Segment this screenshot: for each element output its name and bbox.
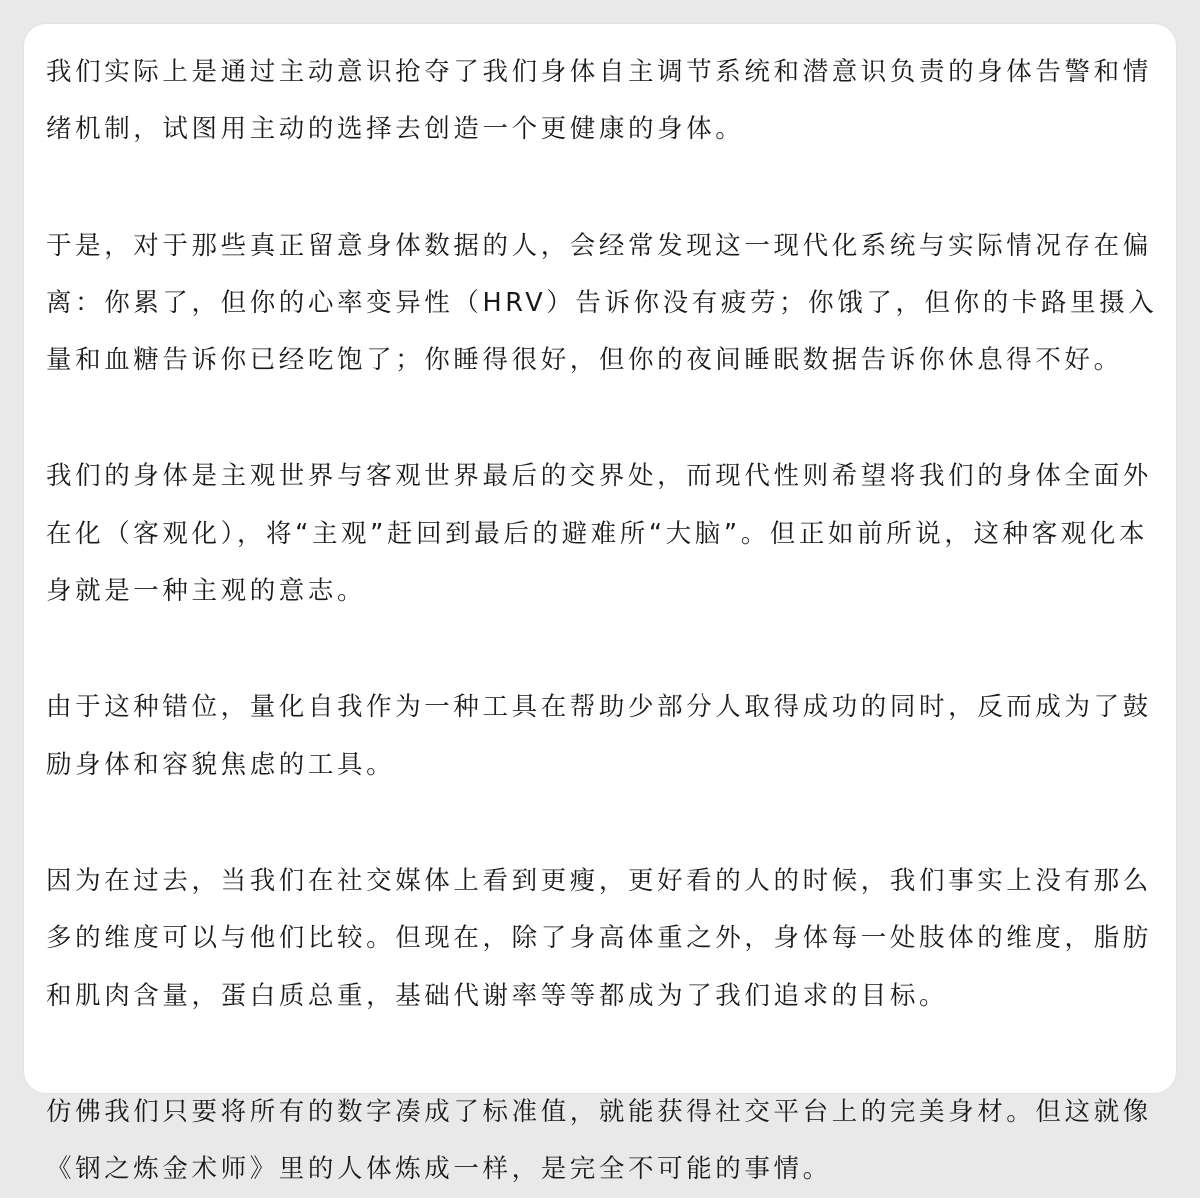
text-line: 由于这种错位，量化自我作为一种工具在帮助少部分人取得成功的同时，反而成为了鼓 bbox=[46, 692, 1152, 723]
text-line: 《钢之炼金术师》里的人体炼成一样，是完全不可能的事情。 bbox=[46, 1154, 832, 1185]
text-line: 离：你累了，但你的心率变异性（HRV）告诉你没有疲劳；你饿了，但你的卡路里摄入 bbox=[46, 287, 1158, 318]
paragraph-1 bbox=[46, 44, 1154, 159]
text-line: 身就是一种主观的意志。 bbox=[46, 576, 367, 607]
paragraph-2 bbox=[46, 218, 1158, 390]
text-line: 量和血糖告诉你已经吃饱了；你睡得很好，但你的夜间睡眠数据告诉你休息得不好。 bbox=[46, 345, 1123, 376]
text-line: 因为在过去，当我们在社交媒体上看到更瘦，更好看的人的时候，我们事实上没有那么 bbox=[46, 865, 1152, 896]
text-line: 和肌肉含量，蛋白质总重，基础代谢率等等都成为了我们追求的目标。 bbox=[46, 980, 949, 1011]
paragraph-6 bbox=[46, 1084, 1154, 1198]
text-line: 在化（客观化），将“主观”赶回到最后的避难所“大脑”。但正如前所说，这种客观化本 bbox=[46, 518, 1149, 549]
paragraph-3 bbox=[46, 448, 1154, 620]
paragraph-4 bbox=[46, 679, 1154, 794]
paragraph-5 bbox=[46, 853, 1154, 1025]
text-line: 多的维度可以与他们比较。但现在，除了身高体重之外，身体每一处肢体的维度，脂肪 bbox=[46, 923, 1152, 954]
text-line: 仿佛我们只要将所有的数字凑成了标准值，就能获得社交平台上的完美身材。但这就像 bbox=[46, 1096, 1152, 1127]
article-card bbox=[24, 24, 1176, 1185]
text-line: 励身体和容貌焦虑的工具。 bbox=[46, 749, 396, 780]
text-line: 我们实际上是通过主动意识抢夺了我们身体自主调节系统和潜意识负责的身体告警和情 bbox=[46, 57, 1152, 87]
text-line: 绪机制，试图用主动的选择去创造一个更健康的身体。 bbox=[46, 114, 745, 145]
text-line: 我们的身体是主观世界与客观世界最后的交界处，而现代性则希望将我们的身体全面外 bbox=[46, 461, 1152, 492]
text-line: 于是，对于那些真正留意身体数据的人，会经常发现这一现代化系统与实际情况存在偏 bbox=[46, 230, 1152, 261]
